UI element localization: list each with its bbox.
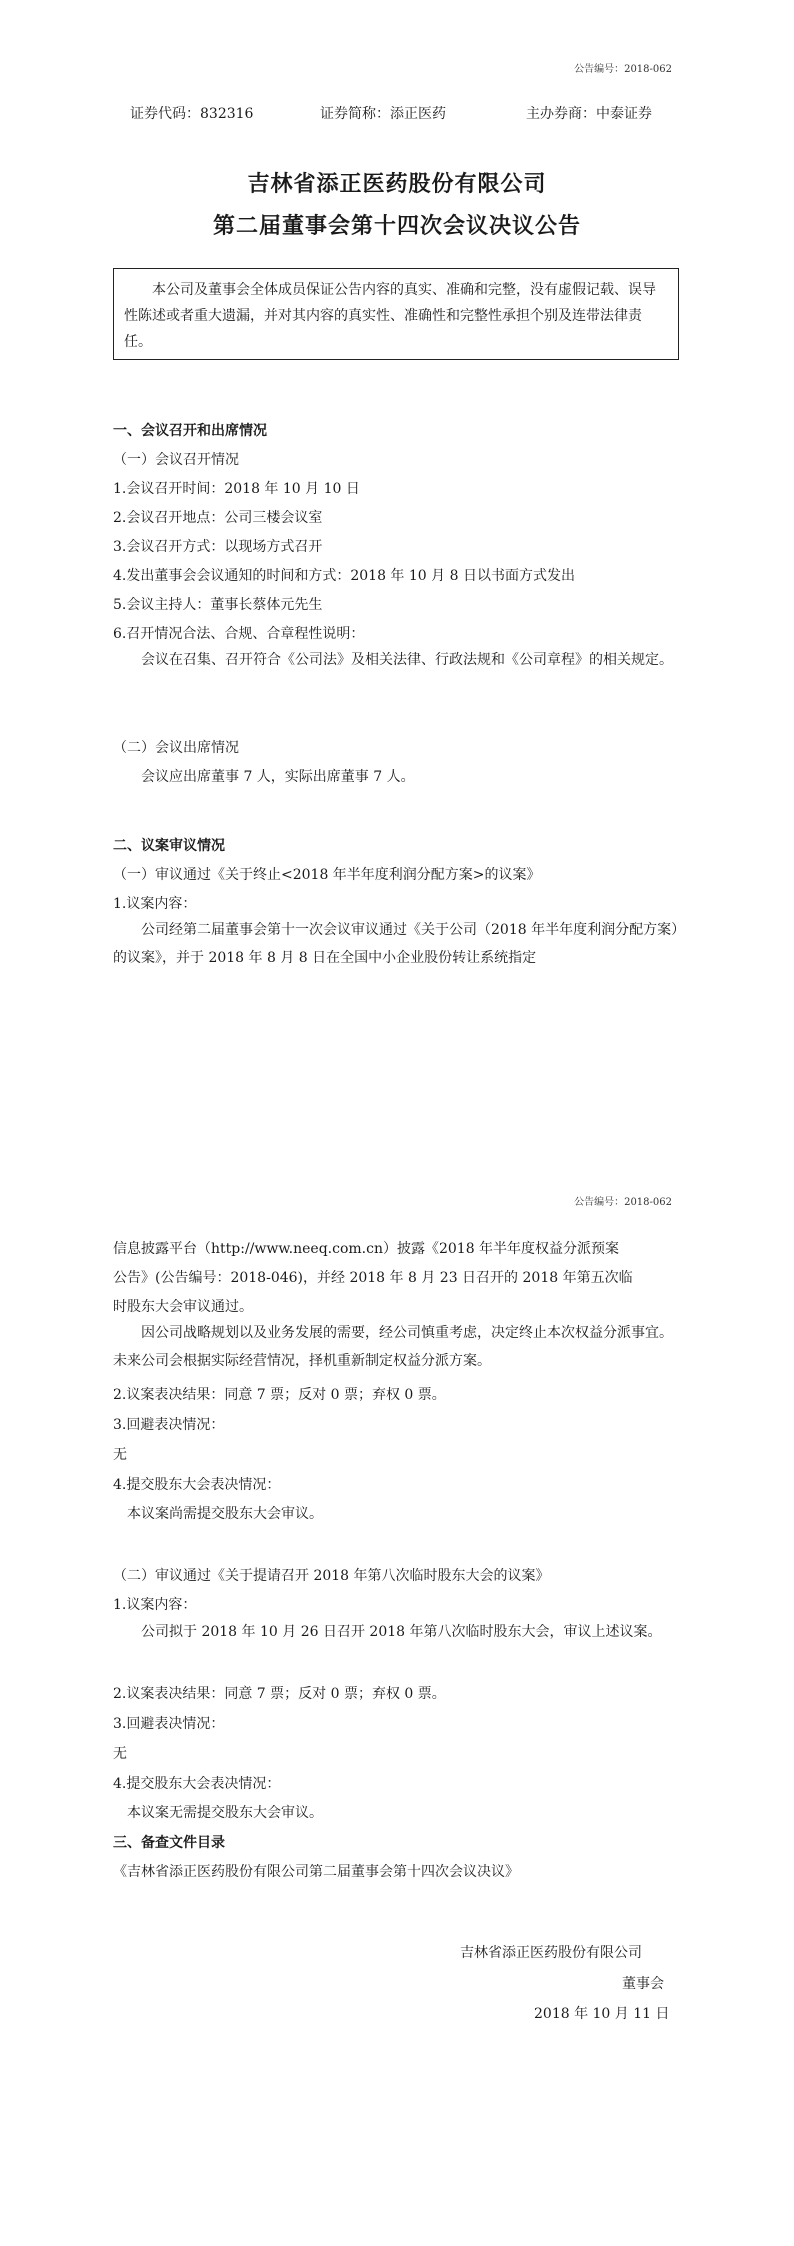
announcement-number: 公告编号：2018-062	[574, 1197, 672, 1208]
proposal-2-shareholder-label: 4.提交股东大会表决情况：	[113, 1776, 281, 1792]
meeting-method: 3.会议召开方式：以现场方式召开	[113, 539, 323, 555]
proposal-2-shareholder-value: 本议案无需提交股东大会审议。	[127, 1805, 323, 1821]
legality-statement-label: 6.召开情况合法、合规、合章程性说明：	[113, 626, 365, 642]
proposal-1-content-cont-1: 信息披露平台（http://www.neeq.com.cn）披露《2018 年半年度权益分派预案	[113, 1241, 620, 1257]
stock-code: 证券代码：832316	[130, 106, 254, 122]
section-2-subheading-1: （一）审议通过《关于终止<2018 年半年度利润分配方案>的议案》	[113, 867, 541, 883]
disclaimer-box: 本公司及董事会全体成员保证公告内容的真实、准确和完整，没有虚假记载、误导性陈述或者重大遗漏，并对其内容的真实性、准确性和完整性承担个别及连带法律责任。	[113, 268, 679, 360]
document-title-line-2: 第二届董事会第十四次会议决议公告	[212, 213, 581, 239]
meeting-time: 1.会议召开时间：2018 年 10 月 10 日	[113, 481, 360, 497]
signature-board: 董事会	[622, 1976, 664, 1992]
sponsor-broker: 主办券商：中泰证券	[526, 106, 652, 122]
signature-date: 2018 年 10 月 11 日	[534, 2006, 670, 2022]
proposal-2-vote-result: 2.议案表决结果：同意 7 票；反对 0 票；弃权 0 票。	[113, 1686, 446, 1702]
legality-statement-text: 会议在召集、召开符合《公司法》及相关法律、行政法规和《公司章程》的相关规定。	[141, 652, 673, 668]
document-page-2	[0, 1190, 794, 2246]
section-1-heading: 一、会议召开和出席情况	[113, 423, 267, 439]
meeting-location: 2.会议召开地点：公司三楼会议室	[113, 510, 323, 526]
proposal-2-content-text: 公司拟于 2018 年 10 月 26 日召开 2018 年第八次临时股东大会，审议上述议案。	[141, 1624, 662, 1640]
meeting-host: 5.会议主持人：董事长蔡体元先生	[113, 597, 323, 613]
section-2-subheading-2: （二）审议通过《关于提请召开 2018 年第八次临时股东大会的议案》	[113, 1568, 550, 1584]
document-title-line-1: 吉林省添正医药股份有限公司	[247, 171, 547, 197]
proposal-1-vote-result: 2.议案表决结果：同意 7 票；反对 0 票；弃权 0 票。	[113, 1387, 446, 1403]
signature-company: 吉林省添正医药股份有限公司	[460, 1945, 642, 1961]
reference-document: 《吉林省添正医药股份有限公司第二届董事会第十四次会议决议》	[113, 1864, 519, 1880]
proposal-1-recusal-value: 无	[113, 1447, 127, 1463]
proposal-1-shareholder-label: 4.提交股东大会表决情况：	[113, 1477, 281, 1493]
proposal-1-recusal-label: 3.回避表决情况：	[113, 1417, 225, 1433]
proposal-1-content-text: 公司经第二届董事会第十一次会议审议通过《关于公司（2018 年半年度利润分配方案）的议案》，并于 2018 年 8 月 8 日在全国中小企业股份转让系统指定	[113, 922, 679, 966]
proposal-1-content-para-2: 因公司战略规划以及业务发展的需要，经公司慎重考虑，决定终止本次权益分派事宜。未来公司会根据实际经营情况，择机重新制定权益分派方案。	[113, 1325, 673, 1369]
proposal-1-content-cont-2: 公告》(公告编号：2018-046)，并经 2018 年 8 月 23 日召开的 2018 年第五次临	[113, 1270, 633, 1286]
proposal-1-content-cont-3: 时股东大会审议通过。	[113, 1299, 253, 1315]
section-1-subheading-1: （一）会议召开情况	[113, 452, 239, 468]
announcement-number: 公告编号：2018-062	[574, 64, 672, 75]
proposal-1-content-label: 1.议案内容：	[113, 896, 197, 912]
proposal-2-content-label: 1.议案内容：	[113, 1597, 197, 1613]
notice-dispatch: 4.发出董事会会议通知的时间和方式：2018 年 10 月 8 日以书面方式发出	[113, 568, 575, 584]
section-2-heading: 二、议案审议情况	[113, 838, 225, 854]
section-1-subheading-2: （二）会议出席情况	[113, 740, 239, 756]
section-3-heading: 三、备查文件目录	[113, 1835, 225, 1851]
proposal-2-recusal-value: 无	[113, 1746, 127, 1762]
attendance-text: 会议应出席董事 7 人，实际出席董事 7 人。	[141, 769, 415, 785]
stock-abbreviation: 证券简称：添正医药	[320, 106, 446, 122]
proposal-1-shareholder-value: 本议案尚需提交股东大会审议。	[127, 1506, 323, 1522]
proposal-2-recusal-label: 3.回避表决情况：	[113, 1716, 225, 1732]
